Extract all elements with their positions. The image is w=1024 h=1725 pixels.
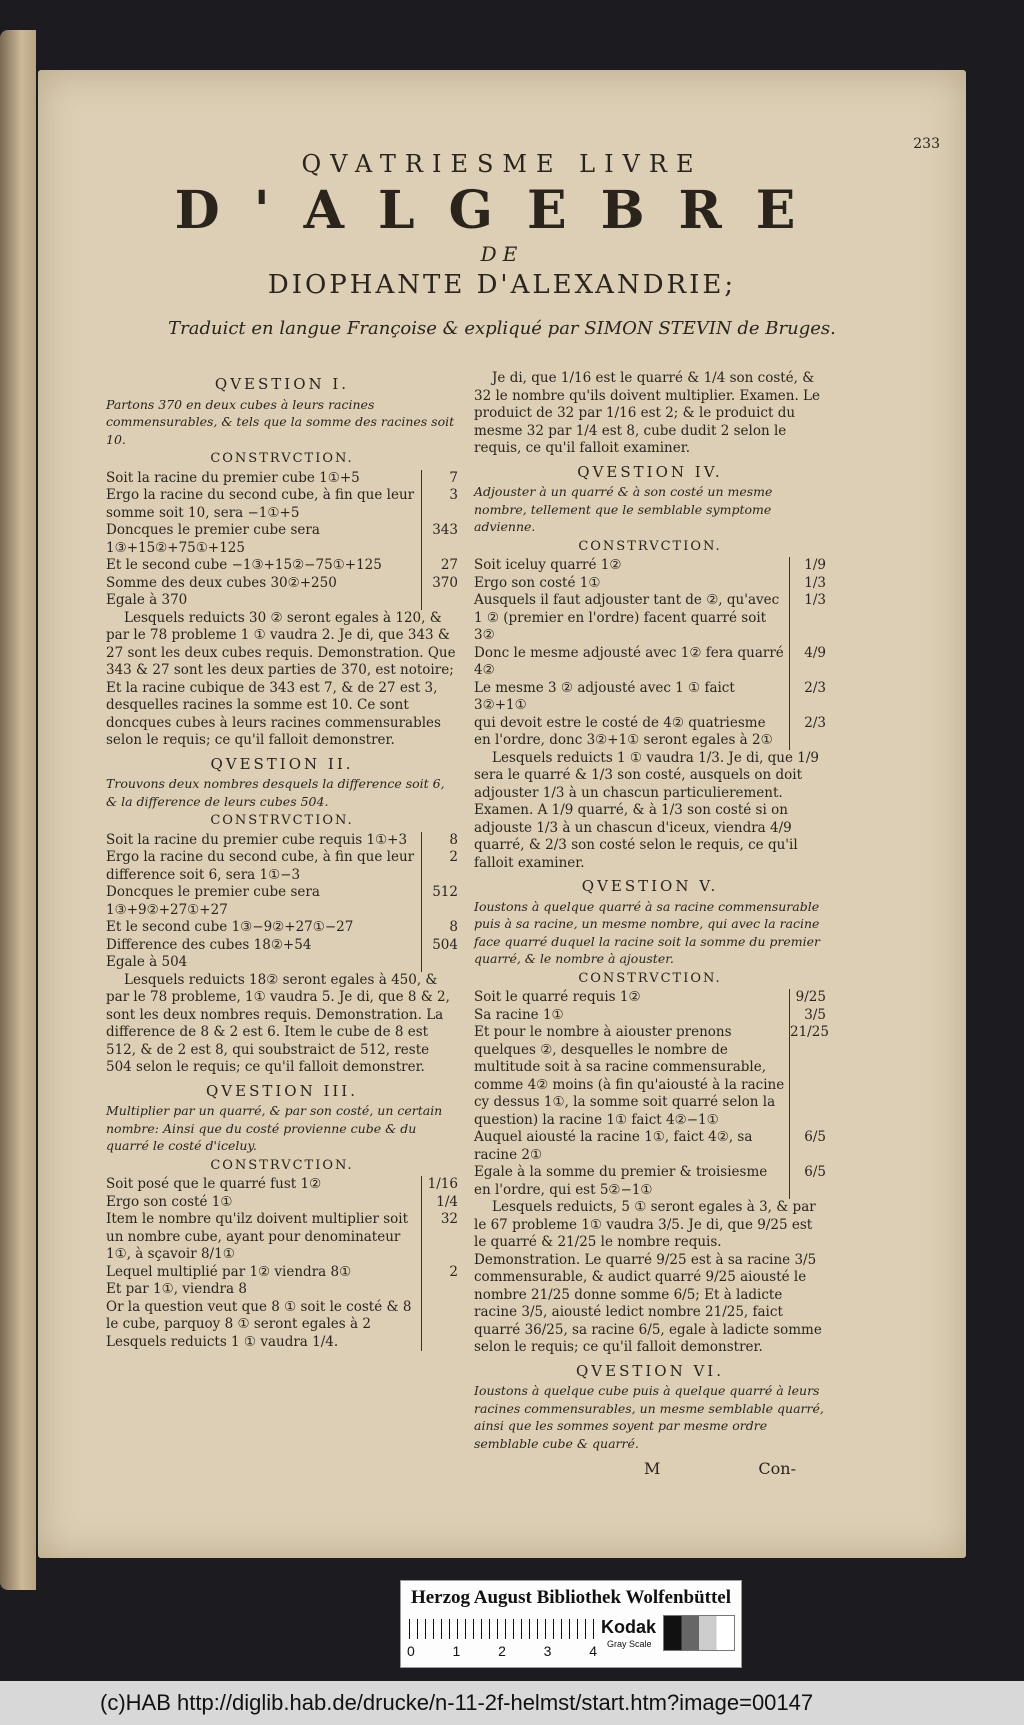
q1-row: Ergo la racine du second cube, à fin que leur somme soit 10, sera −1①+5 3 bbox=[106, 487, 458, 521]
q2-row: Ergo la racine du second cube, à fin que leur difference soit 6, sera 1①−3 2 bbox=[106, 849, 458, 883]
right-column bbox=[474, 370, 829, 1478]
q2-row: Difference des cubes 18②+54 504 bbox=[106, 936, 458, 953]
q4-row: Ausquels il faut adjouster tant de ②, qu'avec 1 ② (premier en l'ordre) facent quarré soit 3② 1/3 bbox=[474, 592, 826, 643]
q2-row: Et le second cube 1③−9②+27①−27 8 bbox=[106, 919, 458, 935]
kodak-logo: Kodak bbox=[601, 1617, 657, 1637]
catchword: Con- bbox=[758, 1459, 796, 1478]
copyright-footer: (c)HAB http://diglib.hab.de/drucke/n-11-2f-helmst/start.htm?image=00147 bbox=[0, 1681, 1024, 1725]
q1-row: Doncques le premier cube sera 1③+15②+75①+125 343 bbox=[106, 522, 458, 556]
scale-numbers: 0 1 2 3 4 bbox=[407, 1643, 597, 1659]
gray-scale-label: Gray Scale bbox=[607, 1639, 652, 1649]
q1-row: Soit la racine du premier cube 1①+5 7 bbox=[106, 469, 458, 486]
book-spine bbox=[0, 30, 36, 1590]
library-name: Herzog August Bibliothek Wolfenbüttel bbox=[410, 1587, 732, 1608]
q5-row: Egale à la somme du premier & troisiesme en l'ordre, qui est 5②−1① 6/5 bbox=[474, 1164, 826, 1198]
left-column bbox=[106, 370, 458, 1351]
question-5-text: Lesquels reduicts, 5 ① seront egales à 3, & par le 67 probleme 1① vaudra 3/5. Je di, que 9/25 est le quarré & 21/25 le nombre requis. Demonstration. Le quarré 9/25 est à sa racine 3/5 commensurable, & audict quarré 9/25 aiousté le nombre 21/25 donne somme 6/5; Et à ladicte racine 3/5, aiousté ledict nombre 21/25, faict quarré 36/25, sa racine 6/5, egale à ladicte somme selon le requis; ce qu'il falloit demonstrer. bbox=[474, 1199, 822, 1355]
question-5-construction: CONSTRVCTION. bbox=[578, 970, 722, 986]
question-3-conclusion: Je di, que 1/16 est le quarré & 1/4 son costé, & 32 le nombre qu'ils doivent multiplier. Examen. Le produict de 32 par 1/16 est 2; & le produict du mesme 32 par 1/4 est 8, cube dudit 2 selon le requis, ce qu'il falloit examiner. bbox=[474, 370, 820, 456]
subtitle: Traduict en langue Françoise & expliqué par SIMON STEVIN de Bruges. bbox=[168, 318, 836, 339]
catchword-line bbox=[474, 1452, 826, 1478]
scale-ruler bbox=[409, 1619, 595, 1639]
title-line-1: QVATRIESME LIVRE bbox=[301, 150, 703, 178]
q2-row: Egale à 504 bbox=[106, 954, 458, 972]
q5-row: Auquel aiousté la racine 1①, faict 4②, sa racine 2① 6/5 bbox=[474, 1129, 826, 1163]
library-label bbox=[400, 1580, 742, 1668]
q4-row: Le mesme 3 ② adjousté avec 1 ① faict 3②+1① 2/3 bbox=[474, 679, 826, 713]
q4-row: qui devoit estre le costé de 4② quatriesme en l'ordre, donc 3②+1① seront egales à 2① 2/3 bbox=[474, 714, 826, 748]
q3-row: Or la question veut que 8 ① soit le costé & 8 le cube, parquoy 8 ① seront egales à 2 bbox=[106, 1299, 458, 1334]
question-1-heading: QVESTION I. bbox=[214, 375, 350, 393]
question-4-statement: Adjouster à un quarré & à son costé un mesme nombre, tellement que le semblable symptome advienne. bbox=[474, 484, 773, 534]
q3-row: Item le nombre qu'ilz doivent multiplier soit un nombre cube, ayant pour denominateur 1①, à sçavoir 8/1① 32 bbox=[106, 1211, 458, 1262]
question-1-text: Lesquels reduicts 30 ② seront egales à 120, & par le 78 probleme 1 ① vaudra 2. Je di, que 343 & 27 sont les deux cubes requis. Demonstration. Que 343 & 27 sont les deux parties de 370, est notoire; Et la racine cubique de 343 est 7, & de 27 est 3, desquelles racines la somme est 10. Ce sont doncques cubes à leurs racines commensurables selon le requis; ce qu'il falloit demonstrer. bbox=[106, 609, 456, 748]
q5-row: Sa racine 1① 3/5 bbox=[474, 1006, 826, 1023]
gray-scale-patches bbox=[663, 1615, 735, 1651]
question-1-statement: Partons 370 en deux cubes à leurs racines commensurables, & tels que la somme des racines soit 10. bbox=[106, 396, 455, 447]
title-line-4: DIOPHANTE D'ALEXANDRIE; bbox=[267, 270, 737, 300]
question-3-heading: QVESTION III. bbox=[205, 1081, 359, 1100]
question-2-statement: Trouvons deux nombres desquels la difference soit 6, & la difference de leurs cubes 504. bbox=[106, 776, 445, 809]
q2-row: Doncques le premier cube sera 1③+9②+27①+27 512 bbox=[106, 884, 458, 918]
question-3-construction: CONSTRVCTION. bbox=[210, 1157, 354, 1173]
q5-row: Et pour le nombre à aiouster prenons quelques ②, desquelles le nombre de multitude soit à sa racine commensurable, comme 4② moins (à fin qu'aiousté à la racine cy dessus 1①, la somme soit quarré selon la question) la racine 1① faict 4②−1① 21/25 bbox=[474, 1024, 829, 1128]
q4-row: Donc le mesme adjousté avec 1② fera quarré 4② 4/9 bbox=[474, 644, 826, 678]
q1-row: Et le second cube −1③+15②−75①+125 27 bbox=[106, 557, 458, 573]
q4-row: Ergo son costé 1① 1/3 bbox=[474, 574, 826, 591]
question-4-heading: QVESTION IV. bbox=[577, 462, 723, 481]
q1-row: Somme des deux cubes 30②+250 370 bbox=[106, 574, 458, 591]
page-number: 233 bbox=[913, 136, 940, 152]
q3-row: Et par 1①, viendra 8 bbox=[106, 1281, 458, 1299]
question-3-statement: Multiplier par un quarré, & par son costé, un certain nombre: Ainsi que du costé provienne cube & du quarré le costé d'iceluy. bbox=[106, 1103, 443, 1153]
title-line-2: D'ALGEBRE bbox=[174, 180, 830, 241]
question-5-statement: Ioustons à quelque quarré à sa racine commensurable puis à sa racine, un mesme nombre, qui avec la racine face quarré duquel la racine soit la somme du premier quarré, & le nombre à ajouster. bbox=[474, 898, 821, 966]
title-line-3: DE bbox=[480, 242, 524, 266]
q4-row: Soit iceluy quarré 1② 1/9 bbox=[474, 557, 826, 573]
q1-row: Egale à 370 bbox=[106, 592, 458, 610]
q5-row: Soit le quarré requis 1② 9/25 bbox=[474, 989, 826, 1005]
question-2-text: Lesquels reduicts 18② seront egales à 450, & par le 78 probleme, 1① vaudra 5. Je di, que 8 & 2, sont les deux nombres requis. Demonstration. La difference de 8 & 2 est 6. Item le cube de 8 est 512, & de 2 est 8, qui soubstraict de 512, reste 504 selon le requis; ce qu'il falloit demonstrer. bbox=[106, 971, 450, 1075]
question-4-text: Lesquels reduicts 1 ① vaudra 1/3. Je di, que 1/9 sera le quarré & 1/3 son costé, ausquels on doit adjouster 1/3 à un chascun particulierement. Examen. A 1/9 quarré, & à 1/3 son costé si on adjouste 1/3 à un chascun d'iceux, viendra 4/9 quarré, & 2/3 son costé selon le requis, ce qu'il falloit examiner. bbox=[474, 749, 820, 871]
q3-row: Ergo son costé 1① 1/4 bbox=[106, 1193, 458, 1210]
q3-row: Lesquels reduicts 1 ① vaudra 1/4. bbox=[106, 1334, 458, 1352]
q3-row: Soit posé que le quarré fust 1② 1/16 bbox=[106, 1176, 458, 1192]
signature-mark: M bbox=[644, 1459, 661, 1478]
question-2-heading: QVESTION II. bbox=[210, 754, 354, 773]
question-2-construction: CONSTRVCTION. bbox=[210, 813, 354, 828]
question-5-heading: QVESTION V. bbox=[581, 877, 719, 895]
question-6-heading: QVESTION VI. bbox=[575, 1361, 724, 1380]
q3-row: Lequel multiplié par 1② viendra 8① 2 bbox=[106, 1263, 458, 1280]
q2-row: Soit la racine du premier cube requis 1①+3 8 bbox=[106, 831, 458, 848]
question-4-construction: CONSTRVCTION. bbox=[578, 538, 722, 554]
question-6-statement: Ioustons à quelque cube puis à quelque quarré à leurs racines commensurables, un mesme semblable quarré, ainsi que les sommes soyent par mesme ordre semblable cube & quarré. bbox=[474, 1383, 824, 1451]
question-1-construction: CONSTRVCTION. bbox=[210, 451, 354, 466]
book-page bbox=[38, 70, 966, 1558]
